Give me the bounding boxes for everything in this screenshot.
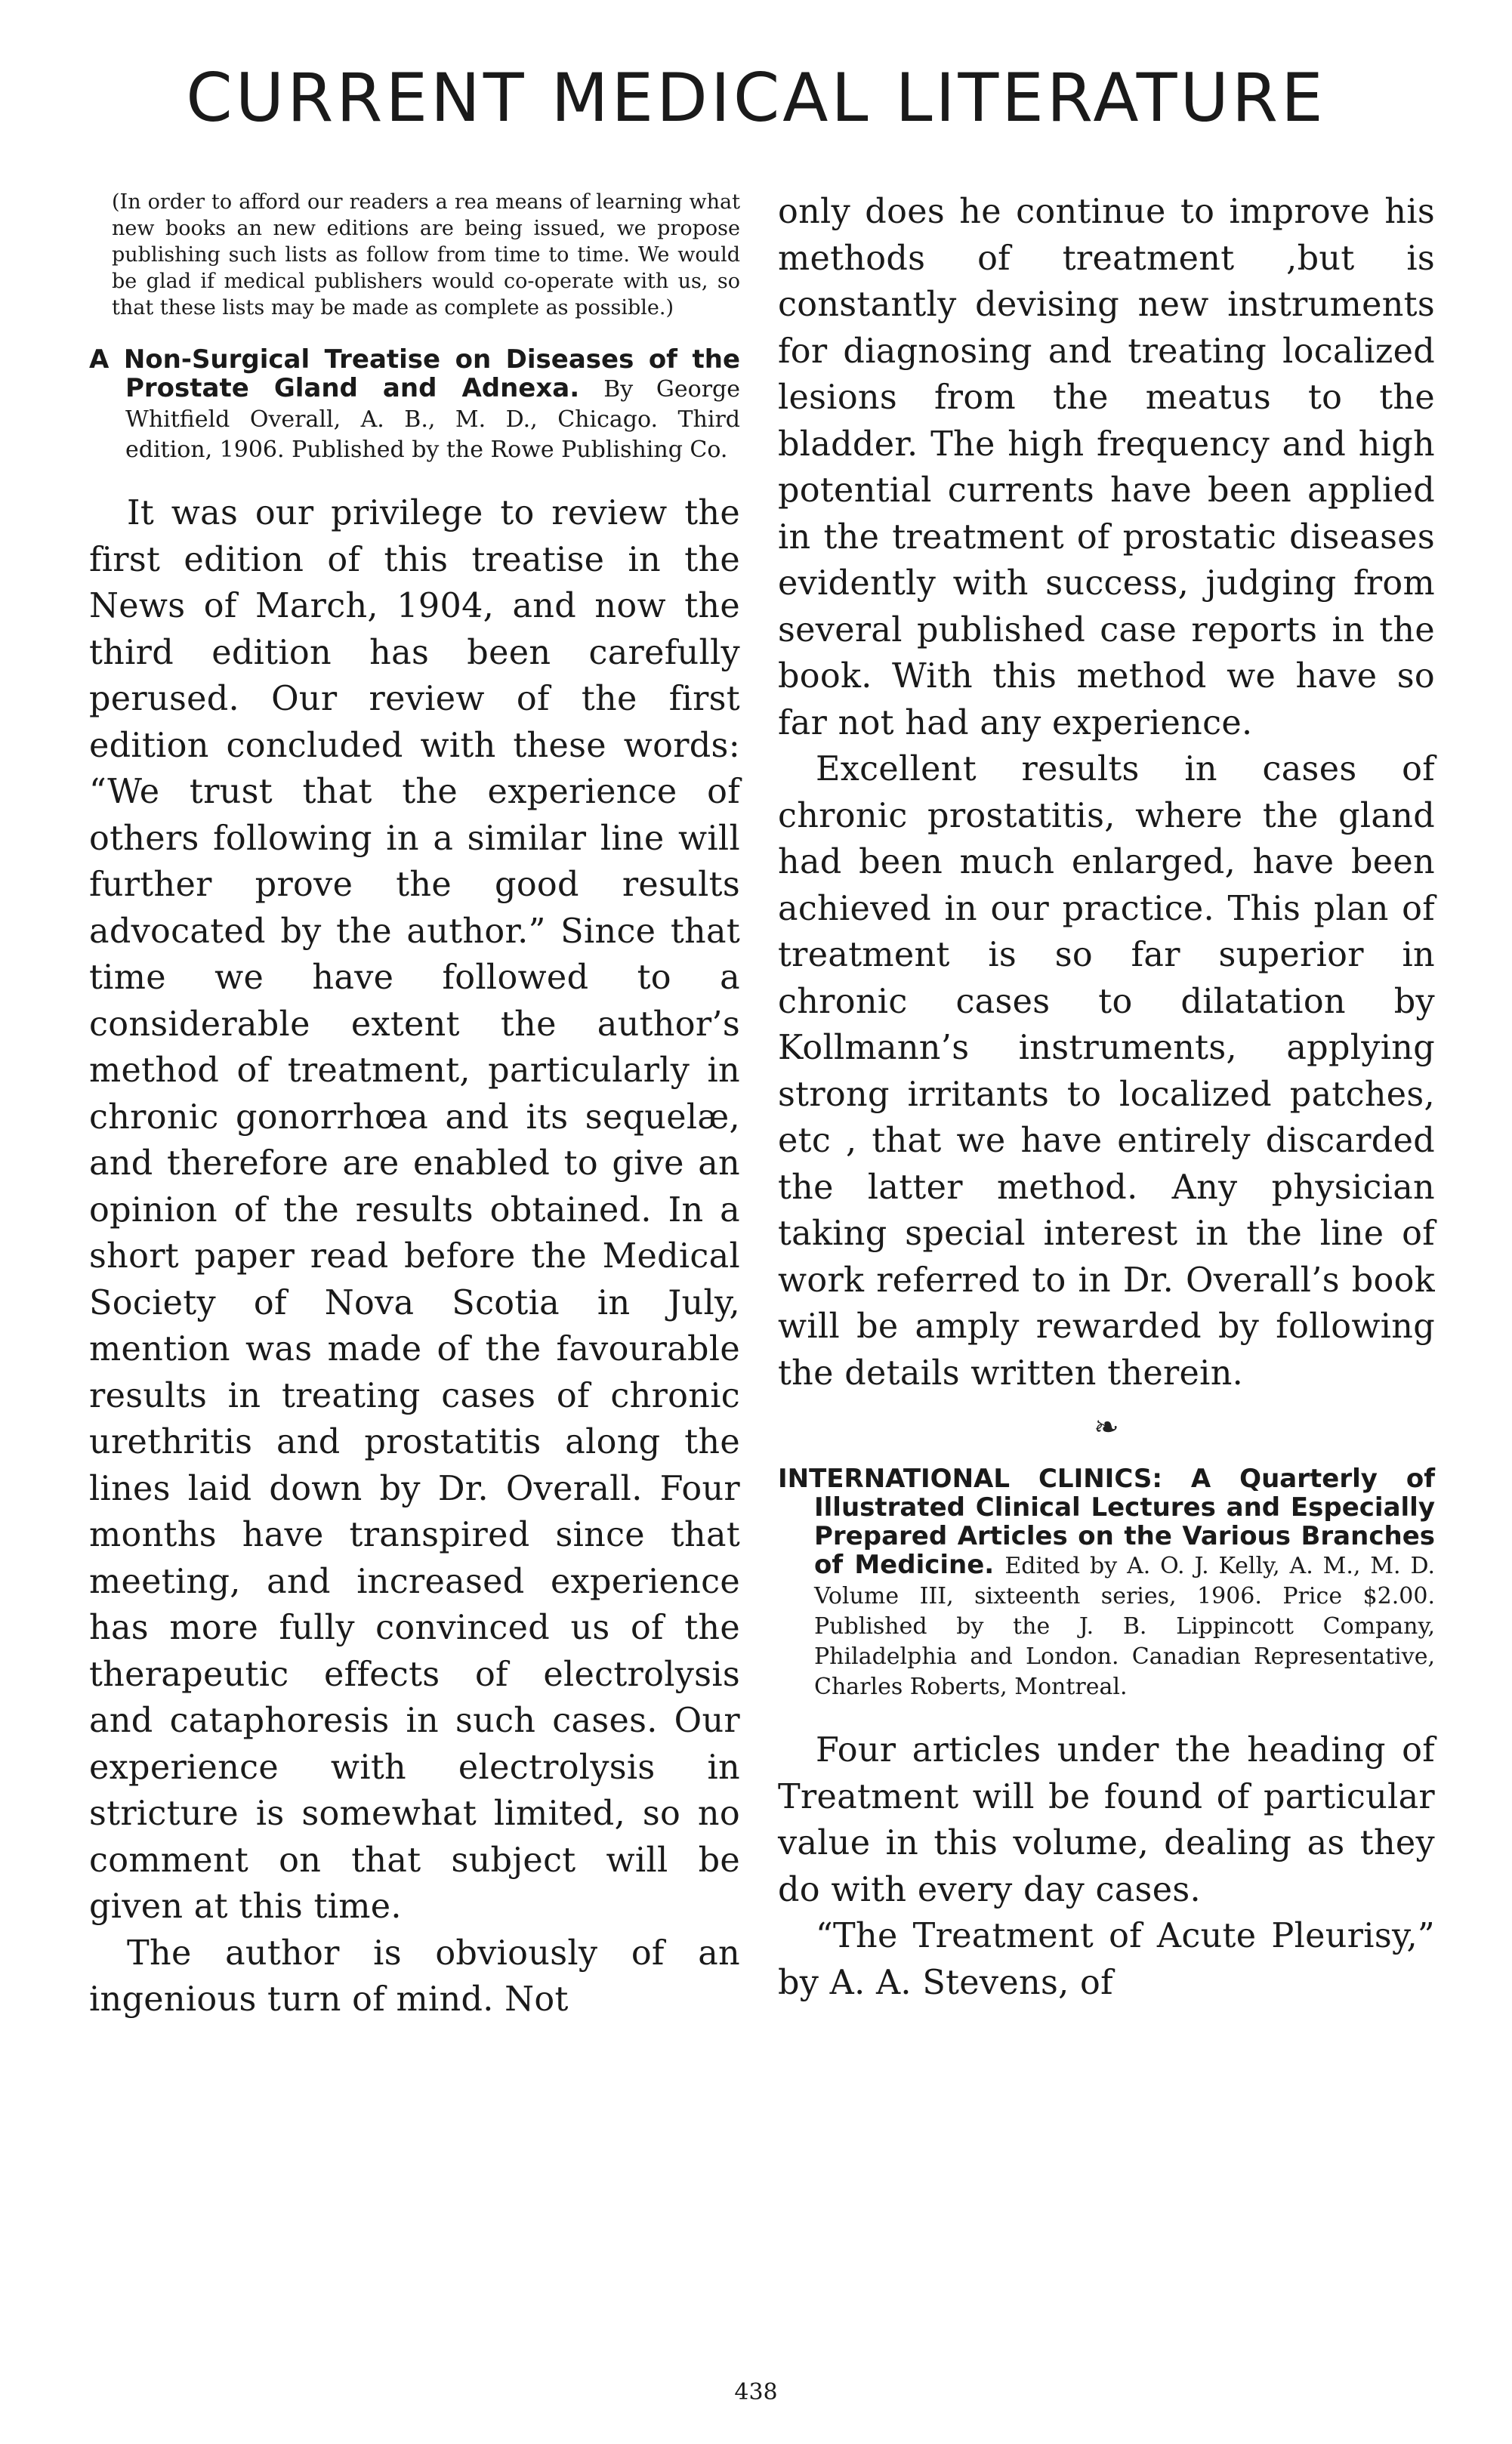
review-paragraph: Excellent results in cases of chronic prostatitis, where the gland had been much enlarged, have been achieved in our practice. This plan of treatment is so far superior in chronic cases to dilatation by Kollmann’s instruments, applying strong irritants to localized patches, etc , that we have entirely discarded the latter method. Any physician taking special interest in the line of work referred to in Dr. Overall’s book will be amply rewarded by following the details written therein. — [778, 750, 1435, 1393]
section-ornament: ❧ — [1094, 1410, 1119, 1445]
book-title: INTERNATIONAL CLINICS: A Quarterly of Illustrated Clinical Lectures and Especially Prepared Articles on the Various Branches of Medicine. — [778, 1464, 1435, 1580]
book-details: By George Whitfield Overall, A. B., M. D., Chicago. Third edition, 1906. Published by the Rowe Publishing Co. — [125, 376, 741, 463]
review-paragraph: Four articles under the heading of Treatment will be found of particular value in this volume, dealing as they do with every day cases. — [778, 1731, 1435, 1909]
page-title: CURRENT MEDICAL LITERATURE — [186, 59, 1326, 137]
right-column — [778, 189, 1435, 2006]
review-paragraph: only does he continue to improve his methods of treatment ,but is constantly devising new instruments for diagnosing and treating localized lesions from the meatus to the bladder. The high frequency and high potential currents have been applied in the treatment of prostatic diseases evidently with success, judging from several published case reports in the book. With this method we have so far not had any experience. — [778, 193, 1435, 742]
review-paragraph: “The Treatment of Acute Pleurisy,” by A. A. Stevens, of — [778, 1917, 1435, 2002]
page-number: 438 — [734, 2379, 778, 2405]
book-details: Edited by A. O. J. Kelly, A. M., M. D. Volume III, sixteenth series, 1906. Price $2.00. Published by the J. B. Lippincott Company, Philadelphia and London. Canadian Representative, Charles Roberts, Montreal. — [814, 1553, 1435, 1700]
left-column — [89, 189, 740, 2023]
review-paragraph: The author is obviously of an ingenious turn of mind. Not — [89, 1933, 740, 2019]
editorial-note: (In order to afford our readers a rea means of learning what new books an new editions are being issued, we propose publishing such lists as follow from time to time. We would be glad if medical publishers would co-operate with us, so that these lists may be made as complete as possible.) — [112, 190, 740, 319]
review-paragraph: It was our privilege to review the first edition of this treatise in the News of March, 1904, and now the third edition has been carefully perused. Our review of the first edition concluded with these words: “We trust that the experience of others following in a similar line will further prove the good results advocated by the author.” Since that time we have followed to a considerable extent the author’s method of treatment, particularly in chronic gonorrhœa and its sequelæ, and therefore are enabled to give an opinion of the results obtained. In a short paper read before the Medical Society of Nova Scotia in July, mention was made of the favourable results in treating cases of chronic urethritis and prostatitis along the lines laid down by Dr. Overall. Four months have transpired since that meeting, and increased experience has more fully convinced us of the therapeutic effects of electrolysis and cataphoresis in such cases. Our experience with electrolysis in stricture is somewhat limited, so no comment on that subject will be given at this time. — [89, 494, 740, 1926]
book-title: A Non-Surgical Treatise on Diseases of the Prostate Gland and Adnexa. — [89, 344, 740, 403]
review-heading-international-clinics — [778, 1464, 1435, 1702]
review-heading-prostate — [89, 345, 740, 464]
